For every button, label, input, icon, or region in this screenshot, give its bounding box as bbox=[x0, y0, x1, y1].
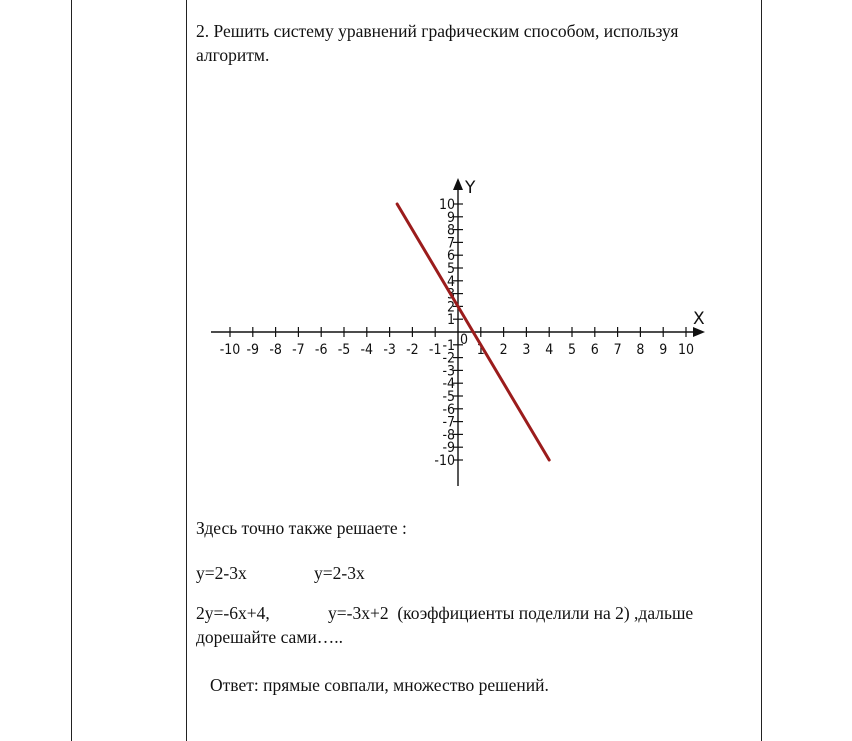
y-tick-label: 2 bbox=[446, 299, 455, 316]
y-tick-label: -7 bbox=[442, 414, 455, 431]
y-tick-label: -9 bbox=[442, 440, 455, 457]
equation-2a: 2y=-6x+4, bbox=[196, 603, 270, 623]
y-tick-label: 8 bbox=[446, 222, 455, 239]
y-tick-label: -3 bbox=[442, 363, 455, 380]
table-border-right bbox=[761, 0, 762, 741]
x-tick-label: 3 bbox=[522, 342, 531, 358]
y-tick-label: -10 bbox=[434, 453, 455, 469]
x-tick-label: 4 bbox=[545, 342, 554, 358]
y-tick-label: 6 bbox=[446, 248, 455, 265]
x-tick-label: 8 bbox=[636, 342, 645, 358]
function-graph bbox=[205, 178, 715, 490]
x-tick-label: -6 bbox=[314, 342, 328, 358]
solution-intro: Здесь точно также решаете : bbox=[196, 518, 407, 538]
y-axis-label: Y bbox=[465, 178, 476, 198]
x-tick-label: -2 bbox=[406, 342, 419, 358]
x-tick-label: -1 bbox=[428, 342, 442, 358]
x-tick-label: 9 bbox=[659, 342, 668, 358]
x-tick-label: -4 bbox=[360, 342, 374, 358]
x-axis-label: X bbox=[693, 309, 705, 329]
x-tick-label: -10 bbox=[219, 342, 241, 358]
y-tick-label: 10 bbox=[438, 197, 455, 213]
x-tick-label: -9 bbox=[246, 342, 260, 358]
x-tick-label: -5 bbox=[337, 342, 351, 358]
equation-2b: y=-3x+2 bbox=[328, 603, 389, 623]
y-tick-label: 4 bbox=[446, 273, 455, 290]
table-border-left bbox=[71, 0, 72, 741]
x-tick-label: -3 bbox=[383, 342, 396, 358]
table-border-middle bbox=[186, 0, 187, 741]
x-tick-label: 10 bbox=[677, 342, 695, 358]
x-tick-label: 2 bbox=[499, 342, 508, 358]
y-tick-label: 1 bbox=[446, 312, 455, 329]
x-tick-label: 1 bbox=[476, 342, 485, 358]
y-tick-label: 5 bbox=[446, 261, 455, 277]
y-tick-label: -8 bbox=[442, 427, 455, 444]
equations-row-1 bbox=[196, 561, 752, 585]
origin-label: 0 bbox=[460, 332, 469, 348]
y-tick-label: 9 bbox=[446, 209, 455, 226]
x-tick-label: 6 bbox=[590, 342, 599, 358]
x-tick-label: 7 bbox=[613, 342, 622, 358]
x-tick-label: -8 bbox=[269, 342, 282, 358]
y-tick-label: 7 bbox=[446, 235, 455, 252]
y-axis-arrow bbox=[453, 178, 463, 190]
y-tick-label: -5 bbox=[442, 389, 455, 405]
task-statement: 2. Решить систему уравнений графическим способом, используя алгоритм. bbox=[196, 21, 679, 65]
equation-1b: y=2-3x bbox=[314, 563, 365, 583]
y-tick-label: -6 bbox=[442, 401, 455, 418]
y-tick-label: -1 bbox=[442, 337, 455, 354]
x-tick-label: 5 bbox=[567, 342, 577, 358]
y-tick-label: -4 bbox=[442, 376, 455, 393]
y-tick-labels bbox=[434, 197, 455, 469]
x-tick-label: -7 bbox=[292, 342, 305, 358]
equation-1a: y=2-3x bbox=[196, 563, 247, 583]
y-tick-label: -2 bbox=[442, 350, 455, 367]
equations-row-2 bbox=[196, 601, 752, 649]
axes bbox=[211, 178, 705, 486]
solution-note: (коэффициенты поделили на 2) ,дальше дорешайте сами….. bbox=[196, 603, 694, 647]
answer-text: Ответ: прямые совпали, множество решений. bbox=[210, 675, 549, 695]
y-tick-label: 3 bbox=[446, 286, 455, 303]
